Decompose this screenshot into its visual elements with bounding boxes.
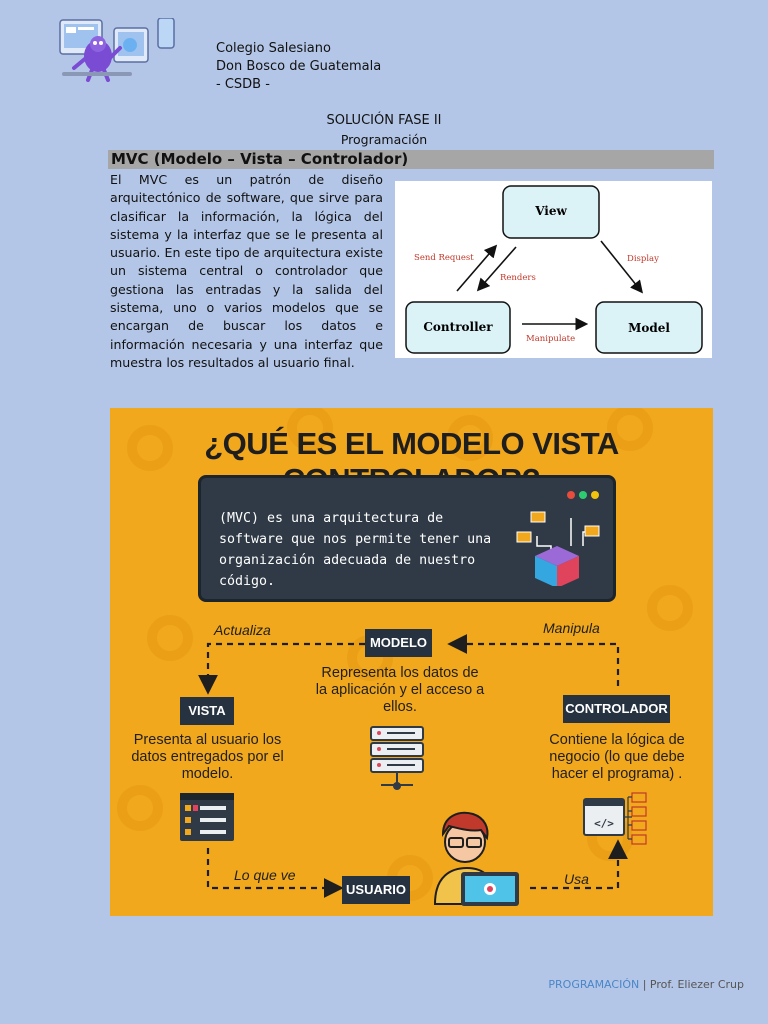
controlador-label: CONTROLADOR — [563, 695, 670, 723]
display-label: Display — [627, 254, 659, 264]
infographic-title: ¿QUÉ ES EL MODELO VISTA — [204, 426, 619, 461]
view-node — [503, 186, 599, 238]
usa-label: Usa — [564, 871, 589, 887]
controller-label: Controller — [423, 320, 493, 334]
footer-separator: | — [639, 978, 650, 991]
checklist-window-icon — [178, 791, 236, 843]
lo-que-ve-label: Lo que ve — [234, 867, 296, 883]
send-request-label: Send Request — [414, 253, 474, 263]
footer-author: Prof. Eliezer Crup — [649, 978, 744, 991]
manipula-label: Manipula — [543, 620, 600, 636]
display-arrow — [601, 241, 641, 291]
mvc-diagram — [395, 181, 712, 358]
definition-text: (MVC) es una arquitectura de software que nos permite tener una organización adecuada de nuestro código. — [219, 511, 492, 589]
mvc-infographic — [110, 408, 713, 916]
actualiza-label: Actualiza — [214, 622, 271, 638]
section-heading: MVC (Modelo – Vista – Controlador) — [108, 150, 714, 169]
modelo-description: Representa los datos de la aplicación y el acceso a ellos. — [315, 665, 485, 715]
footer — [548, 978, 744, 991]
document-title: SOLUCIÓN FASE II — [326, 113, 442, 128]
manipulate-label: Manipulate — [526, 334, 576, 344]
controller-node — [406, 302, 510, 353]
document-subtitle: Programación — [340, 132, 428, 147]
school-name-line-1: Colegio Salesiano — [216, 41, 331, 56]
code-window-icon — [582, 791, 654, 847]
controlador-description: Contiene la lógica de negocio (lo que debe hacer el programa) . — [549, 732, 685, 782]
school-logo — [54, 18, 178, 82]
footer-subject: PROGRAMACIÓN — [548, 978, 640, 991]
school-name-line-3: - CSDB - — [216, 77, 270, 92]
modelo-label: MODELO — [365, 629, 432, 657]
user-with-laptop-icon — [415, 804, 525, 908]
model-label: Model — [628, 321, 670, 335]
svg-text:</>: </> — [594, 817, 614, 830]
usuario-label: USUARIO — [342, 876, 410, 904]
section-body: El MVC es un patrón de diseño arquitectónico de software, que sirve para clasificar la información, la lógica del sistema y la interfaz que se le presenta al usuario. En este tipo de arquitectura existe un sistema central o controlador que gestiona las entradas y la salida del sistema, uno o varios modelos que se encargan de buscar los datos e información necesaria y una interfaz que muestra los resultados al usuario final. — [110, 172, 383, 370]
view-label: View — [535, 204, 567, 218]
model-node — [596, 302, 702, 353]
renders-label: Renders — [500, 273, 536, 283]
vista-description: Presenta al usuario los datos entregados por el modelo. — [131, 732, 284, 782]
server-icon — [367, 725, 427, 793]
vista-label: VISTA — [180, 697, 234, 725]
school-name-line-2: Don Bosco de Guatemala — [216, 59, 382, 74]
